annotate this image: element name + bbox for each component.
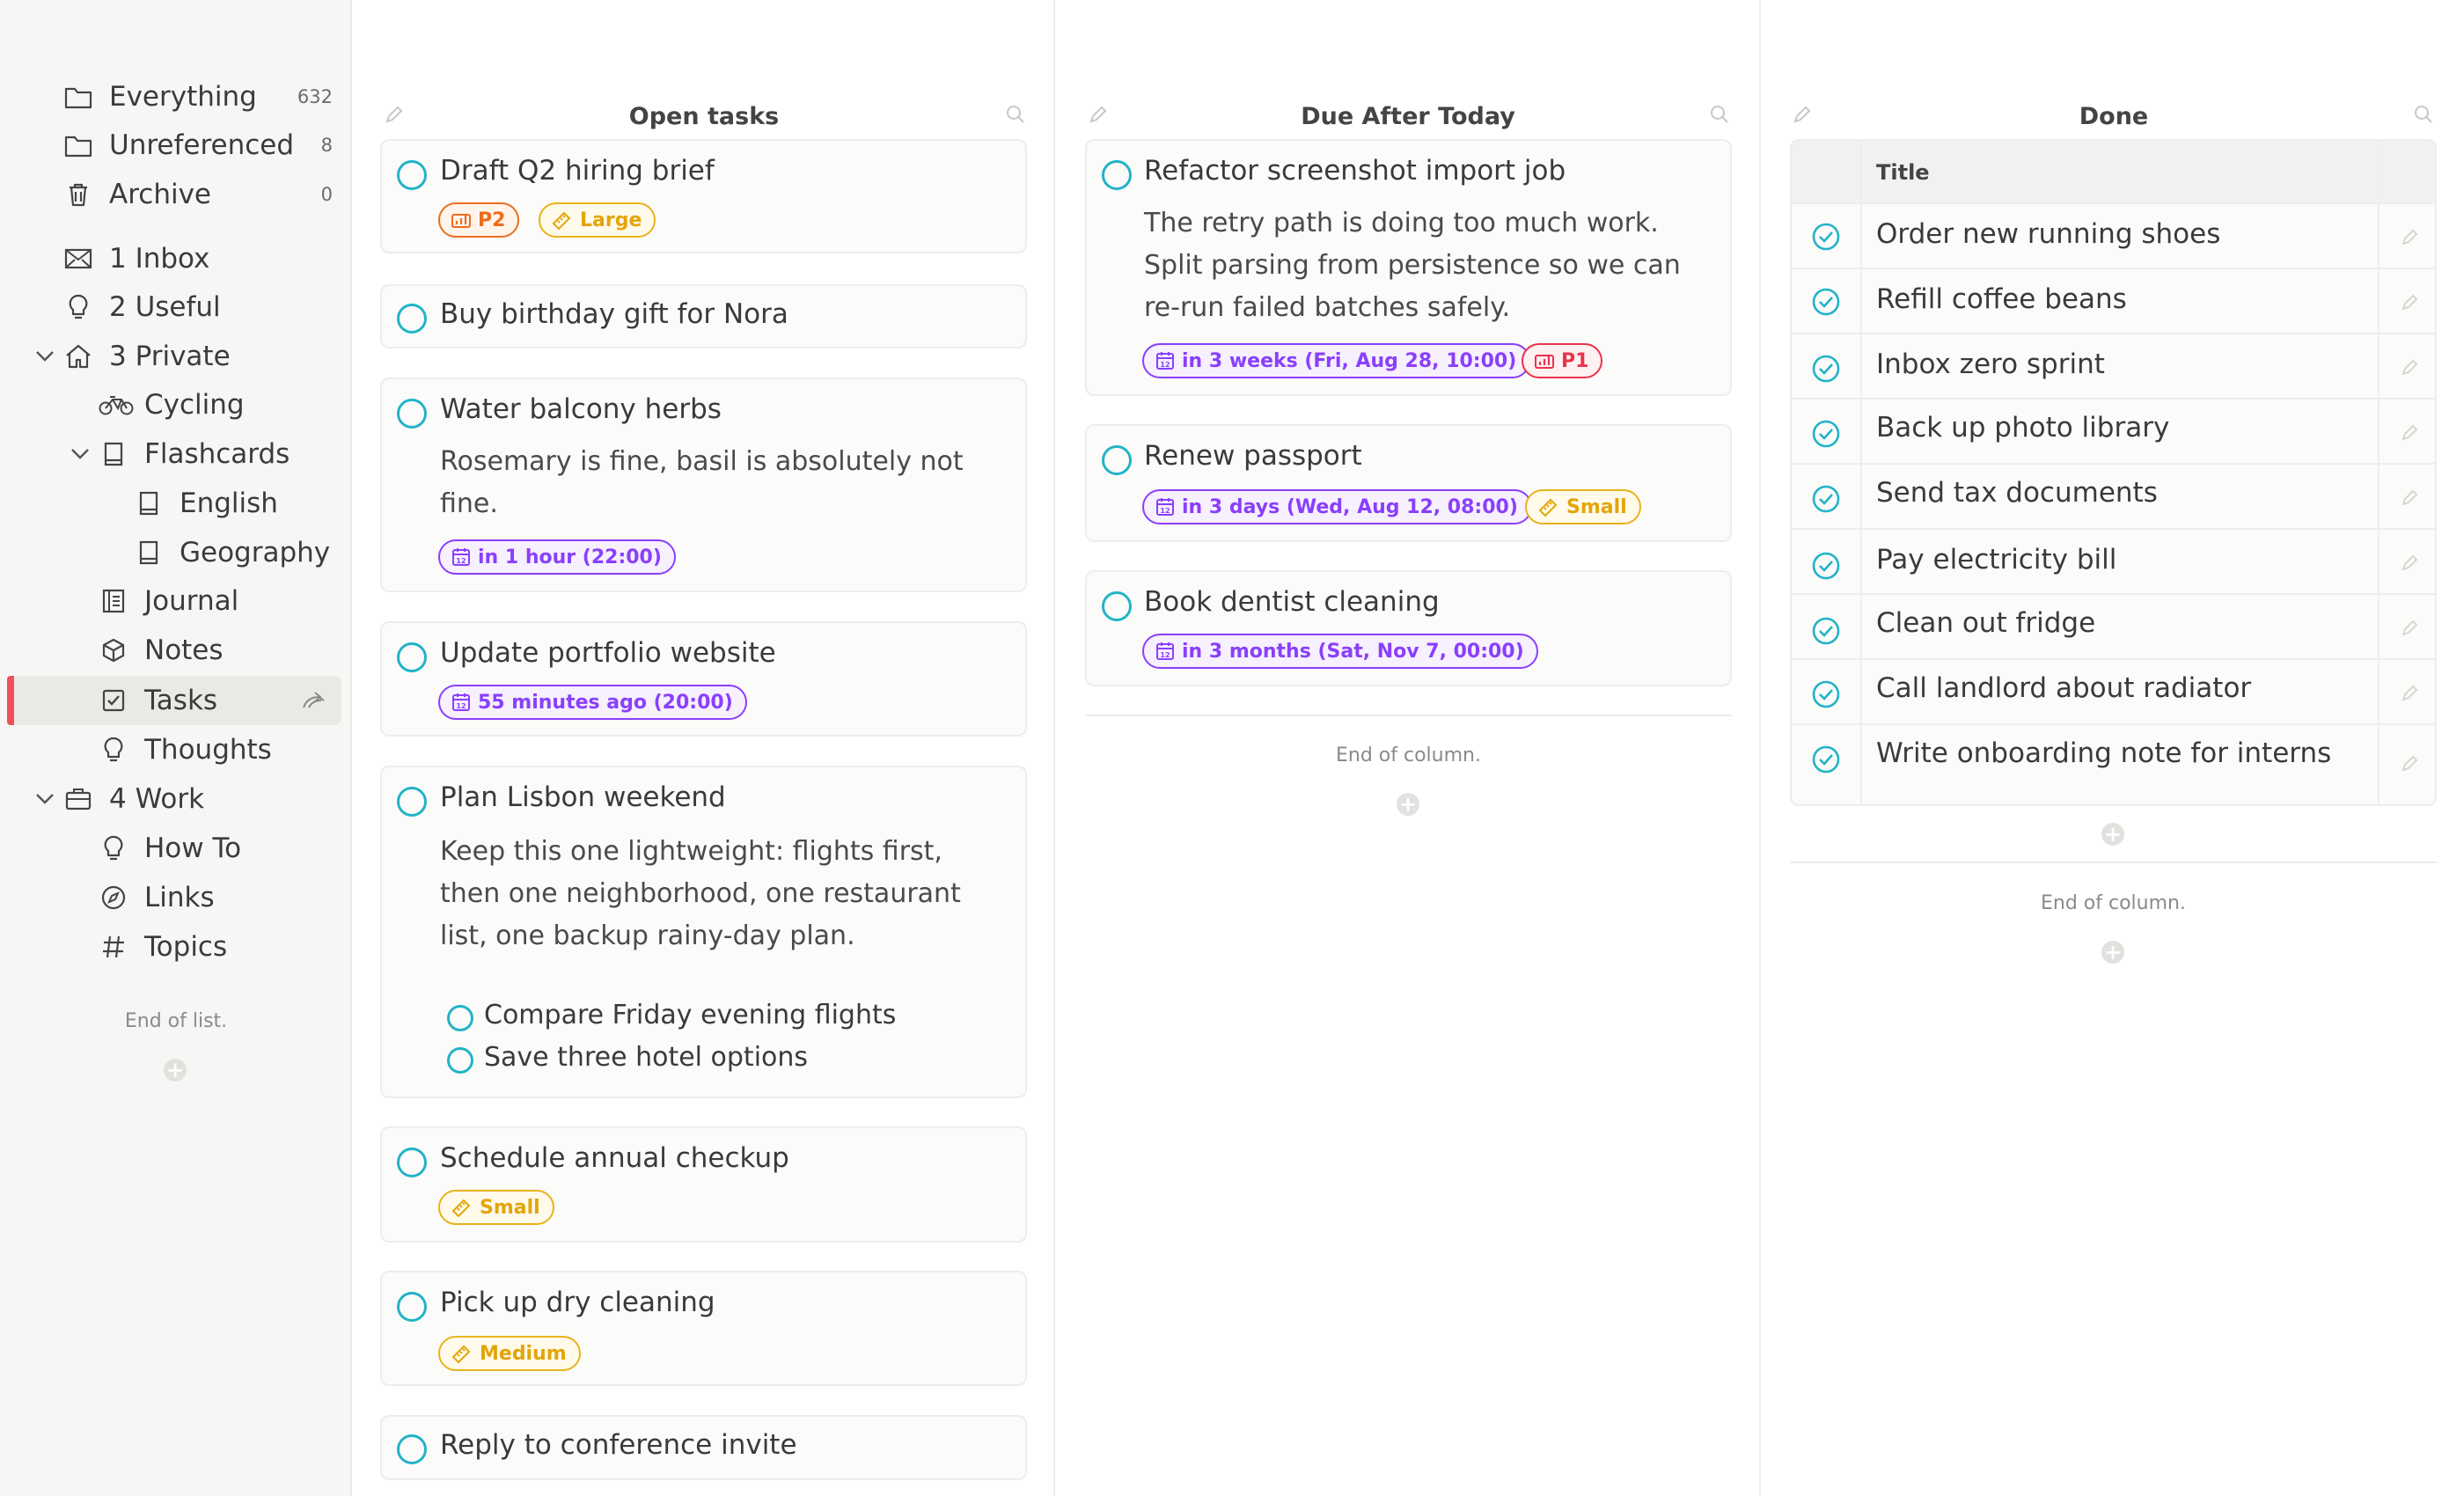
book-icon: [99, 439, 128, 469]
sidebar-item-archive[interactable]: [0, 172, 343, 217]
tag-label: Large: [580, 209, 642, 231]
tag-label: in 3 weeks (Fri, Aug 28, 10:00): [1182, 349, 1517, 372]
end-of-column-text: End of column.: [2041, 892, 2186, 914]
sidebar-item-label: 4 Work: [109, 783, 205, 815]
column-end-divider: [1790, 862, 2437, 863]
journal-icon: [99, 586, 128, 616]
task-checkbox[interactable]: [1102, 591, 1132, 621]
book-icon: [134, 538, 164, 568]
task-checkbox[interactable]: [397, 1148, 427, 1177]
sidebar-item-useful[interactable]: [0, 284, 343, 330]
task-note-line: then one neighborhood, one restaurant: [440, 878, 961, 909]
end-of-column-text: End of column.: [1336, 744, 1481, 766]
tag-label: Small: [480, 1196, 540, 1219]
task-card[interactable]: [380, 621, 1027, 737]
ruler-icon: [551, 210, 574, 230]
task-title: Send tax documents: [1876, 477, 2158, 509]
task-title: Write onboarding note for interns: [1876, 737, 2332, 769]
task-title: Update portfolio website: [440, 637, 776, 669]
priority-tag[interactable]: [438, 202, 519, 238]
task-title: Call landlord about radiator: [1876, 672, 2252, 704]
task-title: Inbox zero sprint: [1876, 348, 2105, 380]
size-tag[interactable]: [438, 1190, 554, 1225]
sidebar-item-label: How To: [144, 832, 242, 864]
size-tag[interactable]: [1525, 489, 1641, 524]
task-card[interactable]: [380, 766, 1027, 1098]
sidebar-item-label: Topics: [144, 931, 228, 963]
item-count: 8: [320, 135, 333, 156]
sidebar-item-label: Unreferenced: [109, 129, 295, 161]
add-task-button[interactable]: +: [2101, 941, 2124, 964]
subtask-checkbox[interactable]: [447, 1047, 473, 1074]
task-title: Schedule annual checkup: [440, 1142, 789, 1174]
task-note-line: Split parsing from persistence so we can: [1144, 250, 1681, 281]
sidebar-item-label: Archive: [109, 179, 211, 210]
svg-text:12: 12: [1160, 507, 1170, 515]
compass-icon: [99, 883, 128, 913]
ruler-icon: [451, 1198, 473, 1217]
sidebar-item-label: Geography: [180, 537, 331, 568]
task-checkbox[interactable]: [397, 1434, 427, 1464]
pencil-icon[interactable]: [2401, 683, 2420, 702]
add-item-button[interactable]: +: [164, 1059, 187, 1082]
table-row[interactable]: [1792, 334, 2437, 400]
table-row[interactable]: [1792, 465, 2437, 530]
end-of-list-text: End of list.: [124, 1010, 228, 1032]
sidebar-item-inbox[interactable]: [0, 236, 343, 282]
done-table: [1790, 139, 2437, 806]
sidebar-item-work[interactable]: [0, 776, 343, 822]
task-card[interactable]: [380, 1415, 1027, 1480]
search-column-icon[interactable]: [2413, 104, 2436, 127]
task-checkbox[interactable]: [1102, 160, 1132, 190]
briefcase-icon: [63, 784, 93, 814]
sidebar-item-label: Notes: [144, 634, 224, 666]
tag-label: Small: [1566, 495, 1627, 518]
size-tag[interactable]: [438, 1336, 581, 1371]
chevron-down-icon[interactable]: [30, 341, 60, 371]
pencil-icon[interactable]: [2401, 553, 2420, 572]
inbox-icon: [63, 244, 93, 274]
pencil-icon[interactable]: [2401, 357, 2420, 377]
table-row[interactable]: [1792, 725, 2437, 806]
ruler-icon: [1537, 497, 1560, 517]
column-header-title[interactable]: Title: [1876, 160, 1930, 185]
task-card[interactable]: [1085, 570, 1732, 686]
task-title: Clean out fridge: [1876, 607, 2096, 639]
task-title: Book dentist cleaning: [1144, 586, 1440, 618]
book-icon: [134, 488, 164, 518]
subtask-title: Save three hotel options: [484, 1042, 809, 1073]
due-date-tag[interactable]: [1142, 489, 1532, 524]
table-row[interactable]: [1792, 204, 2437, 269]
column-title: Done: [2079, 102, 2149, 130]
lightbulb-icon: [63, 292, 93, 322]
column-title: Open tasks: [628, 102, 780, 130]
sidebar-item-notes[interactable]: [0, 627, 343, 673]
bicycle-icon: [98, 390, 135, 420]
task-checkbox[interactable]: [397, 642, 427, 672]
svg-text:12: 12: [456, 557, 466, 565]
calendar-icon: [1155, 641, 1176, 662]
column-title: Due After Today: [1301, 102, 1515, 130]
item-count: 0: [320, 184, 333, 205]
folder-icon: [63, 82, 93, 112]
task-note-line: re-run failed batches safely.: [1144, 292, 1511, 323]
calendar-icon: [451, 546, 472, 568]
column-end-divider: [1085, 715, 1732, 716]
cube-icon: [99, 635, 128, 665]
task-note-line: The retry path is doing too much work.: [1144, 208, 1659, 238]
completed-check-icon[interactable]: [1811, 744, 1841, 774]
sidebar-item-cycling[interactable]: [0, 382, 343, 428]
task-title: Buy birthday gift for Nora: [440, 298, 788, 330]
sidebar-item-label: Everything: [109, 81, 257, 113]
tag-label: Medium: [480, 1342, 567, 1365]
task-title: Pick up dry cleaning: [440, 1287, 715, 1318]
search-column-icon[interactable]: [1005, 104, 1028, 127]
sidebar-item-label: Cycling: [144, 389, 245, 421]
sidebar: [0, 0, 352, 1496]
task-note-line: Rosemary is fine, basil is absolutely not: [440, 446, 964, 477]
sidebar-item-links[interactable]: [0, 875, 343, 920]
folder-icon: [63, 130, 93, 160]
pencil-icon[interactable]: [2401, 422, 2420, 442]
table-row[interactable]: [1792, 269, 2437, 334]
table-row[interactable]: [1792, 530, 2437, 595]
task-note-line: fine.: [440, 488, 498, 519]
home-icon: [63, 341, 93, 371]
task-card[interactable]: [1085, 424, 1732, 542]
checkbox-icon: [99, 686, 128, 715]
calendar-icon: [1155, 350, 1176, 371]
pencil-icon[interactable]: [2401, 292, 2420, 312]
table-row[interactable]: [1792, 595, 2437, 660]
ruler-icon: [451, 1344, 473, 1363]
sidebar-item-unreferenced[interactable]: [0, 122, 343, 168]
calendar-icon: [451, 692, 472, 713]
sidebar-item-geography[interactable]: [0, 530, 343, 576]
task-checkbox[interactable]: [397, 1292, 427, 1322]
task-card[interactable]: [380, 1126, 1027, 1243]
sidebar-item-everything[interactable]: [0, 74, 343, 120]
calendar-icon: [1155, 496, 1176, 517]
task-title: Renew passport: [1144, 440, 1362, 472]
tag-label: in 1 hour (22:00): [478, 546, 662, 568]
task-checkbox[interactable]: [397, 160, 427, 190]
sidebar-item-how-to[interactable]: [0, 825, 343, 871]
tag-label: P2: [478, 209, 506, 231]
table-row[interactable]: [1792, 400, 2437, 465]
svg-text:12: 12: [456, 702, 466, 710]
pencil-icon[interactable]: [2401, 227, 2420, 246]
sidebar-item-label: Links: [144, 882, 215, 913]
sidebar-item-topics[interactable]: [0, 924, 343, 970]
task-note-line: Keep this one lightweight: flights first,: [440, 836, 942, 867]
completed-check-icon[interactable]: [1811, 484, 1841, 514]
sidebar-item-label: Thoughts: [144, 734, 272, 766]
task-checkbox[interactable]: [1102, 445, 1132, 475]
due-date-tag[interactable]: [1142, 343, 1530, 378]
sidebar-item-english[interactable]: [0, 480, 343, 526]
task-checkbox[interactable]: [397, 304, 427, 334]
lightbulb-icon: [99, 833, 128, 863]
task-checkbox[interactable]: [397, 399, 427, 429]
task-card[interactable]: [1085, 139, 1732, 396]
sidebar-item-label: 1 Inbox: [109, 243, 210, 275]
completed-check-icon[interactable]: [1811, 222, 1841, 252]
trash-icon: [63, 180, 93, 209]
sidebar-item-label: 3 Private: [109, 341, 231, 372]
completed-check-icon[interactable]: [1811, 551, 1841, 581]
share-icon[interactable]: [299, 686, 329, 715]
task-checkbox[interactable]: [397, 787, 427, 817]
priority-tag[interactable]: [1522, 343, 1602, 378]
hash-icon: [99, 932, 128, 962]
task-title: Reply to conference invite: [440, 1429, 797, 1461]
task-card[interactable]: [380, 1271, 1027, 1386]
subtask-title: Compare Friday evening flights: [484, 1000, 897, 1030]
task-title: Order new running shoes: [1876, 218, 2221, 250]
task-title: Plan Lisbon weekend: [440, 781, 726, 813]
task-card[interactable]: [380, 378, 1027, 592]
svg-text:12: 12: [1160, 651, 1170, 659]
table-row[interactable]: [1792, 660, 2437, 725]
sidebar-item-tasks[interactable]: [0, 678, 343, 723]
sidebar-item-label: Flashcards: [144, 438, 290, 470]
due-date-tag[interactable]: [1142, 634, 1538, 669]
size-tag[interactable]: [539, 202, 656, 238]
lightbulb-icon: [99, 735, 128, 765]
sidebar-item-private[interactable]: [0, 334, 343, 379]
add-task-button[interactable]: +: [1397, 793, 1419, 816]
sidebar-item-journal[interactable]: [0, 578, 343, 624]
sidebar-item-label: Journal: [144, 585, 239, 617]
tag-label: 55 minutes ago (20:00): [478, 691, 733, 714]
due-date-tag[interactable]: [438, 685, 747, 720]
sidebar-item-label: Tasks: [144, 685, 218, 716]
item-count: 632: [297, 86, 333, 107]
sidebar-item-label: English: [180, 488, 278, 519]
pencil-icon[interactable]: [2401, 488, 2420, 507]
task-note-line: list, one backup rainy-day plan.: [440, 920, 855, 951]
sidebar-item-thoughts[interactable]: [0, 727, 343, 773]
add-row-button[interactable]: +: [2101, 823, 2124, 846]
priority-icon: [451, 210, 472, 230]
column-divider: [1053, 0, 1055, 1496]
column-divider: [1759, 0, 1761, 1496]
chevron-down-icon[interactable]: [65, 439, 95, 469]
pencil-icon[interactable]: [2401, 753, 2420, 773]
tag-label: in 3 months (Sat, Nov 7, 00:00): [1182, 640, 1524, 663]
task-title: Draft Q2 hiring brief: [440, 155, 715, 187]
task-card[interactable]: [380, 139, 1027, 253]
task-title: Refill coffee beans: [1876, 283, 2127, 315]
chevron-down-icon[interactable]: [30, 784, 60, 814]
task-title: Refactor screenshot import job: [1144, 155, 1566, 187]
task-title: Water balcony herbs: [440, 393, 722, 425]
completed-check-icon[interactable]: [1811, 419, 1841, 449]
subtask-checkbox[interactable]: [447, 1005, 473, 1031]
search-column-icon[interactable]: [1709, 104, 1732, 127]
tag-label: P1: [1561, 349, 1589, 372]
tag-label: in 3 days (Wed, Aug 12, 08:00): [1182, 495, 1518, 518]
completed-check-icon[interactable]: [1811, 354, 1841, 384]
completed-check-icon[interactable]: [1811, 679, 1841, 709]
pencil-icon[interactable]: [2401, 618, 2420, 637]
sidebar-item-label: 2 Useful: [109, 291, 221, 323]
task-title: Pay electricity bill: [1876, 544, 2117, 576]
completed-check-icon[interactable]: [1811, 616, 1841, 646]
sidebar-item-flashcards[interactable]: [0, 431, 343, 477]
priority-icon: [1534, 351, 1555, 370]
task-card[interactable]: [380, 284, 1027, 348]
due-date-tag[interactable]: [438, 539, 676, 575]
table-header: [1792, 141, 2437, 204]
completed-check-icon[interactable]: [1811, 287, 1841, 317]
svg-text:12: 12: [1160, 361, 1170, 369]
task-title: Back up photo library: [1876, 412, 2170, 444]
